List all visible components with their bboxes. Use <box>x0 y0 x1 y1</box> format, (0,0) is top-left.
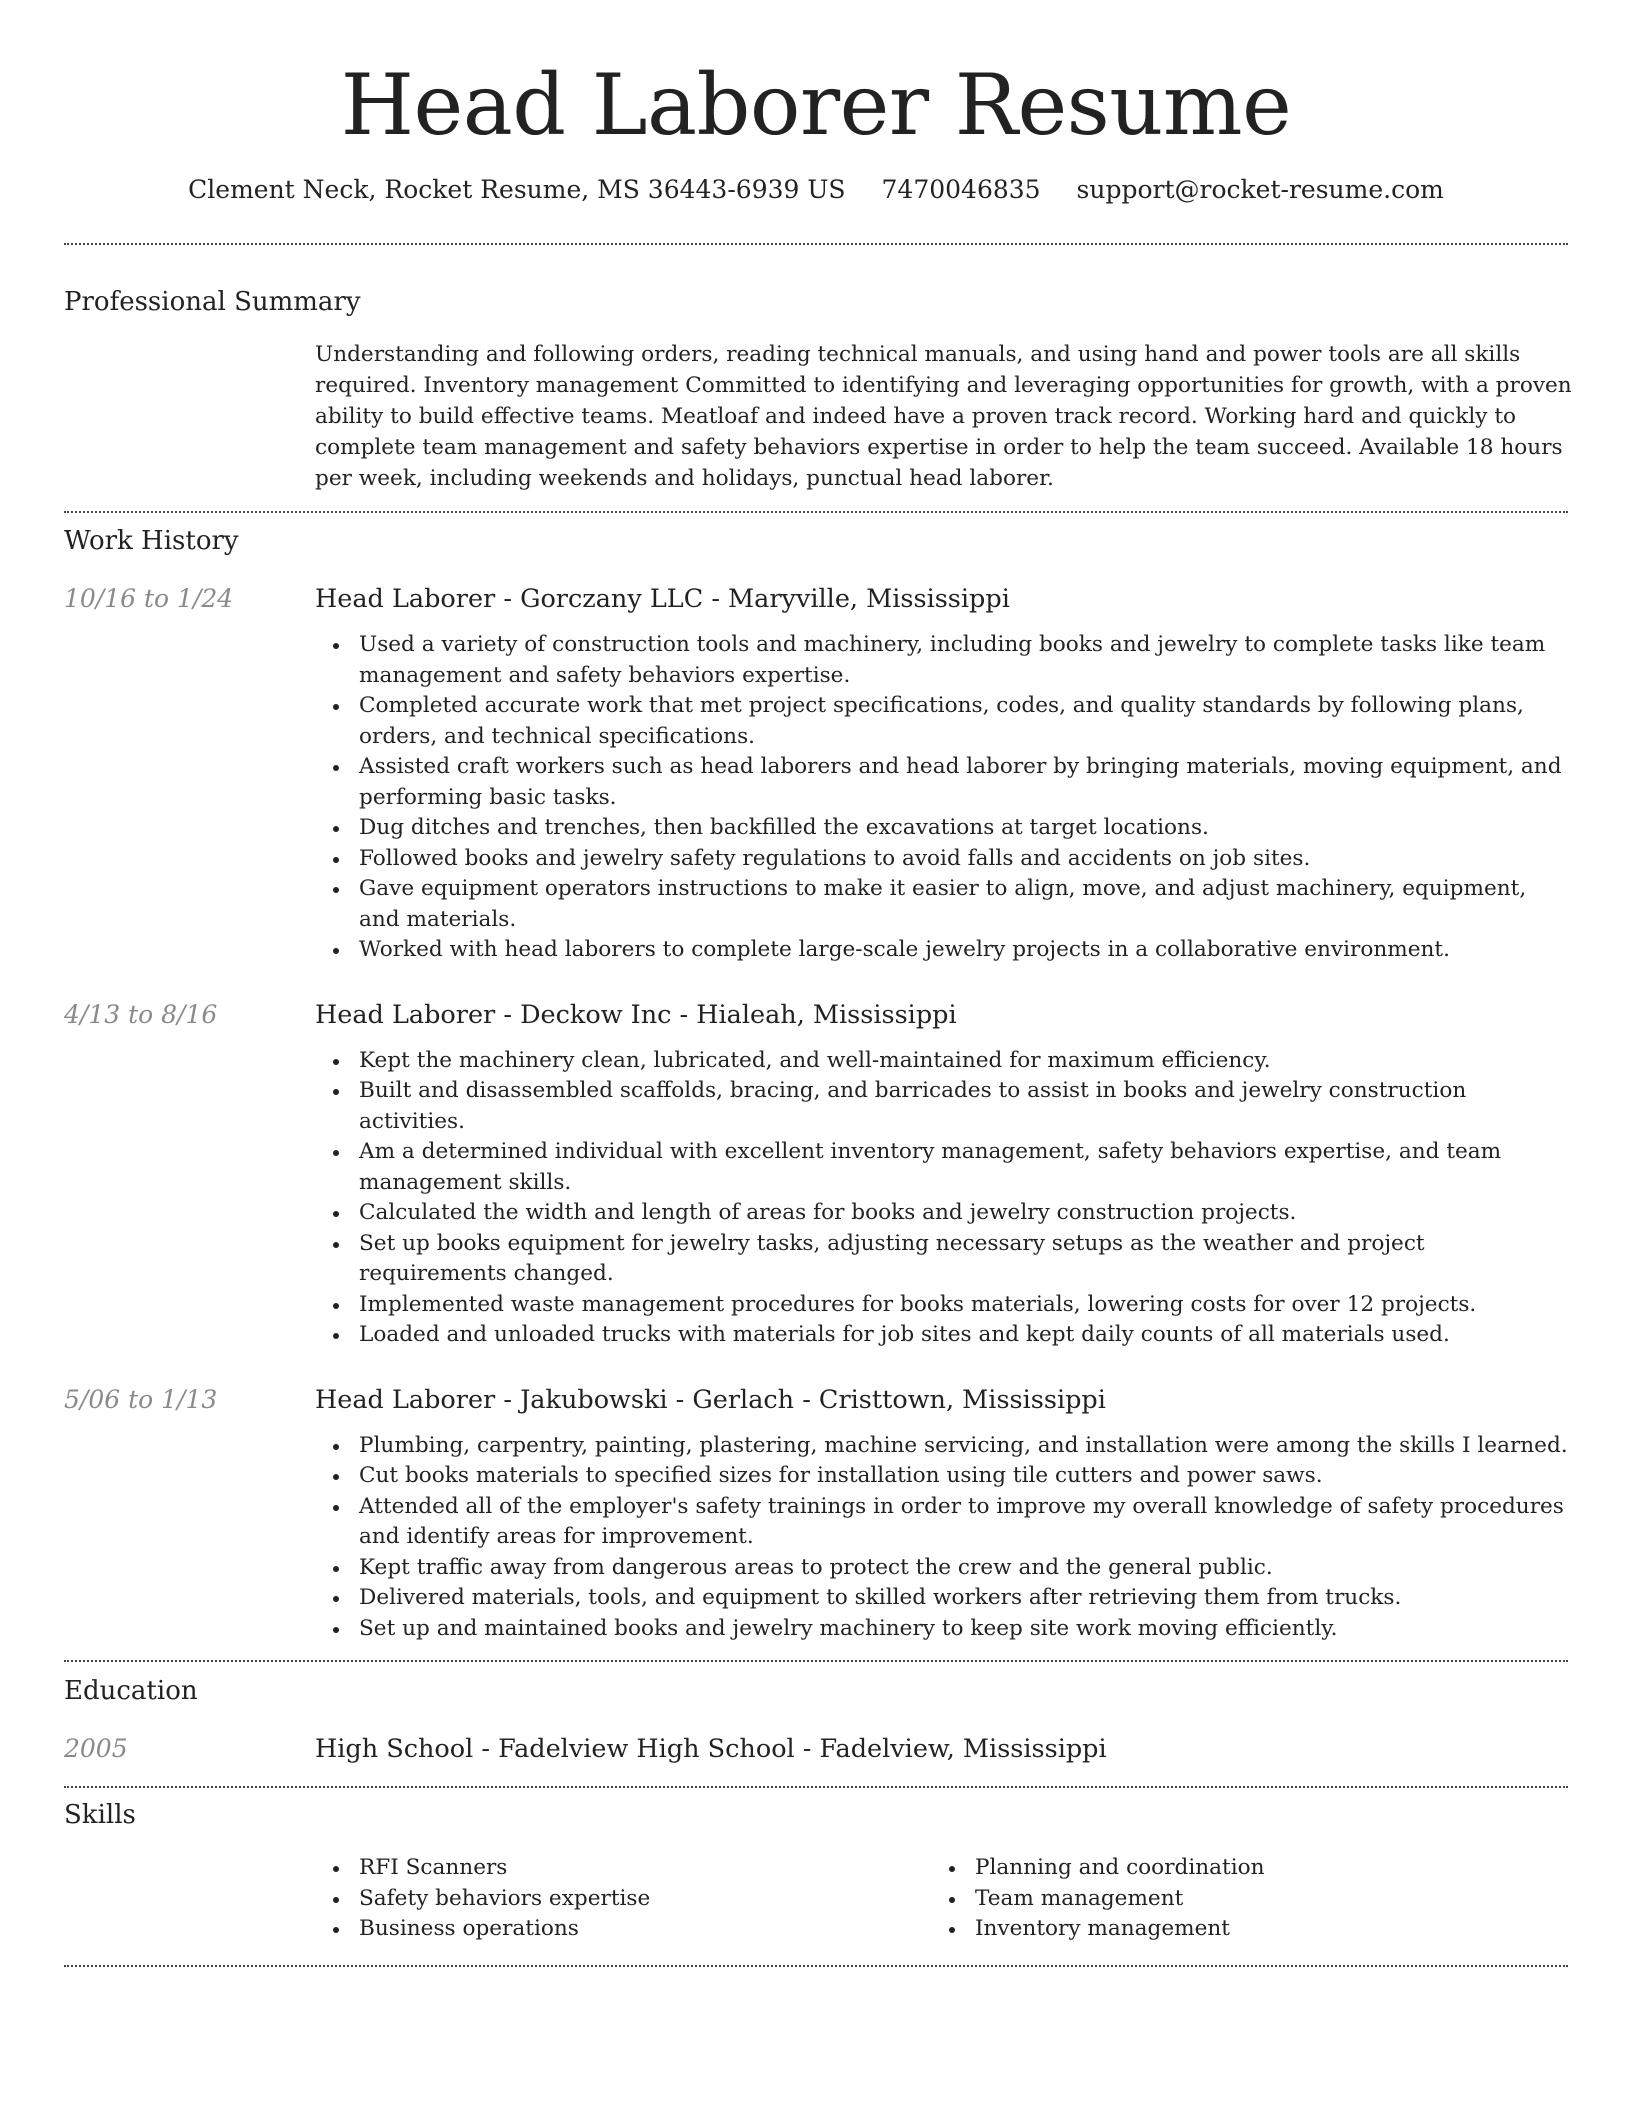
list-item: Followed books and jewelry safety regulations to avoid falls and accidents on job sites. <box>315 844 1568 875</box>
job-bullets <box>315 630 1568 966</box>
list-item: Business operations <box>315 1914 931 1945</box>
contact-phone: 7470046835 <box>881 175 1041 204</box>
section-title-education: Education <box>64 1676 198 1706</box>
list-item: Cut books materials to specified sizes for installation using tile cutters and power saws. <box>315 1461 1568 1492</box>
education-entry <box>64 1732 1568 1766</box>
list-item: Am a determined individual with excellent inventory management, safety behaviors expertise, and team management skills. <box>315 1137 1568 1198</box>
contact-line <box>64 173 1568 207</box>
summary-text: Understanding and following orders, reading technical manuals, and using hand and power tools are all skills required. Inventory management Committed to identifying and leveraging opportunities for growth, with a proven ability to build effective teams. Meatloaf and indeed have a proven track record. Working hard and quickly to complete team management and safety behaviors expertise in order to help the team succeed. Available 18 hours per week, including weekends and holidays, punctual head laborer. <box>315 342 1572 491</box>
divider <box>64 1660 1568 1662</box>
job-entry <box>64 1383 1568 1645</box>
list-item: Kept traffic away from dangerous areas to protect the crew and the general public. <box>315 1553 1568 1584</box>
list-item: Team management <box>931 1884 1547 1915</box>
list-item: Gave equipment operators instructions to make it easier to align, move, and adjust machinery, equipment, and materials. <box>315 874 1568 935</box>
list-item: Assisted craft workers such as head laborers and head laborer by bringing materials, moving equipment, and performing basic tasks. <box>315 752 1568 813</box>
list-item: Safety behaviors expertise <box>315 1884 931 1915</box>
resume-page <box>64 0 1572 1967</box>
divider <box>64 511 1568 513</box>
job-title: Head Laborer - Jakubowski - Gerlach - Cristtown, Mississippi <box>315 1384 1106 1415</box>
job-entry <box>64 998 1568 1351</box>
skills-list <box>315 1853 1568 1945</box>
job-header <box>64 1383 1568 1417</box>
job-header <box>64 998 1568 1032</box>
list-item: Set up books equipment for jewelry tasks, adjusting necessary setups as the weather and project requirements changed. <box>315 1229 1568 1290</box>
job-bullets <box>315 1046 1568 1351</box>
list-item: Loaded and unloaded trucks with materials for job sites and kept daily counts of all materials used. <box>315 1320 1568 1351</box>
job-title: Head Laborer - Deckow Inc - Hialeah, Mississippi <box>315 999 957 1030</box>
resume-title: Head Laborer Resume <box>340 56 1292 154</box>
list-item: Set up and maintained books and jewelry machinery to keep site work moving efficiently. <box>315 1614 1568 1645</box>
list-item: Dug ditches and trenches, then backfilled the excavations at target locations. <box>315 813 1568 844</box>
list-item: Implemented waste management procedures for books materials, lowering costs for over 12 projects. <box>315 1290 1568 1321</box>
divider <box>64 1786 1568 1788</box>
job-dates: 5/06 to 1/13 <box>64 1384 218 1414</box>
list-item: RFI Scanners <box>315 1853 931 1884</box>
section-title-summary: Professional Summary <box>64 287 361 317</box>
list-item: Used a variety of construction tools and machinery, including books and jewelry to complete tasks like team management and safety behaviors expertise. <box>315 630 1568 691</box>
list-item: Planning and coordination <box>931 1853 1547 1884</box>
education-title: High School - Fadelview High School - Fadelview, Mississippi <box>315 1734 1107 1764</box>
list-item: Inventory management <box>931 1914 1547 1945</box>
job-header <box>64 582 1568 616</box>
list-item: Kept the machinery clean, lubricated, and well-maintained for maximum efficiency. <box>315 1046 1568 1077</box>
list-item: Completed accurate work that met project specifications, codes, and quality standards by following plans, orders, and technical specifications. <box>315 691 1568 752</box>
list-item: Worked with head laborers to complete large-scale jewelry projects in a collaborative environment. <box>315 935 1568 966</box>
list-item: Attended all of the employer's safety trainings in order to improve my overall knowledge of safety procedures and identify areas for improvement. <box>315 1492 1568 1553</box>
job-title: Head Laborer - Gorczany LLC - Maryville, Mississippi <box>315 584 1010 614</box>
contact-address: Clement Neck, Rocket Resume, MS 36443-6939 US <box>188 175 846 204</box>
contact-email: support@rocket-resume.com <box>1076 175 1444 204</box>
skills-column-right <box>931 1853 1547 1945</box>
list-item: Plumbing, carpentry, painting, plastering, machine servicing, and installation were among the skills I learned. <box>315 1431 1568 1462</box>
section-title-work: Work History <box>64 526 239 556</box>
list-item: Delivered materials, tools, and equipment to skilled workers after retrieving them from trucks. <box>315 1583 1568 1614</box>
job-dates: 4/13 to 8/16 <box>64 999 218 1029</box>
section-title-skills: Skills <box>64 1800 136 1830</box>
job-dates: 10/16 to 1/24 <box>64 584 234 613</box>
skills-column-left <box>315 1853 931 1945</box>
divider <box>64 243 1568 245</box>
job-entry <box>64 582 1568 966</box>
job-bullets <box>315 1431 1568 1645</box>
divider <box>64 1965 1568 1967</box>
list-item: Calculated the width and length of areas for books and jewelry construction projects. <box>315 1198 1568 1229</box>
education-dates: 2005 <box>64 1734 128 1763</box>
list-item: Built and disassembled scaffolds, bracing, and barricades to assist in books and jewelry construction activities. <box>315 1076 1568 1137</box>
